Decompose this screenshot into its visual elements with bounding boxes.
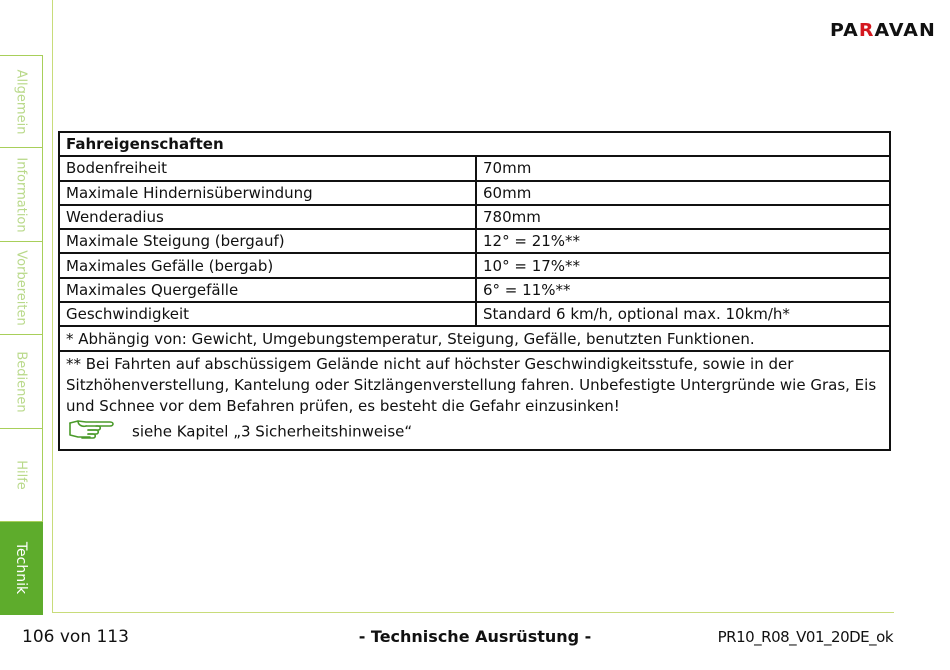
tab-information[interactable] [0,148,43,242]
table-row: Wenderadius 780mm [59,205,890,229]
left-border-line [52,0,53,612]
tab-label: Vorbereiten [13,250,29,326]
tab-vorbereiten[interactable] [0,242,43,335]
table-row: Maximales Quergefälle 6° = 11%** [59,278,890,302]
table-row: Maximale Steigung (bergauf) 12° = 21%** [59,229,890,253]
tab-label: Bedienen [13,350,29,413]
sidebar-tabs [0,55,44,615]
table-row: Geschwindigkeit Standard 6 km/h, optional max. 10km/h* [59,302,890,326]
tab-label: Hilfe [13,460,29,490]
chapter-reference: siehe Kapitel „3 Sicherheitshinweise“ [132,422,413,441]
table-row: Maximale Hindernisüberwindung 60mm [59,181,890,205]
section-title: - Technische Ausrüstung - [358,627,592,646]
paravan-logo: PARAVAN [830,20,936,41]
footer-line [52,612,894,613]
table-row: Maximales Gefälle (bergab) 10° = 17%** [59,253,890,277]
document-id: PR10_R08_V01_20DE_ok [717,628,893,646]
table-row: Bodenfreiheit 70mm [59,156,890,180]
tab-bedienen[interactable] [0,335,43,429]
footnote-2 [59,351,890,450]
page-number: 106 von 113 [22,627,129,647]
table-header: Fahreigenschaften [59,132,890,156]
tab-label: Information [13,156,29,233]
footnote-2-text: ** Bei Fahrten auf abschüssigem Gelände nicht auf höchster Geschwindigkeitsstufe, sowie in der Sitzhöhenverstellung, Kantelung oder Sitzlängenverstellung fahren. Unbefestigte Untergründe wie Gras, Eis und Schnee vor dem Befahren prüfen, es besteht die Gefahr einzusinken! [66,354,877,415]
tab-label: Technik [13,541,29,595]
driving-properties-table [58,131,891,451]
tab-label: Allgemein [13,69,29,134]
tab-technik[interactable] [0,522,43,615]
tab-allgemein[interactable] [0,55,43,148]
tab-hilfe[interactable] [0,429,43,522]
footnote-1: * Abhängig von: Gewicht, Umgebungstemperatur, Steigung, Gefälle, benutzten Funktionen. [59,326,890,350]
pointing-hand-icon [68,417,118,447]
